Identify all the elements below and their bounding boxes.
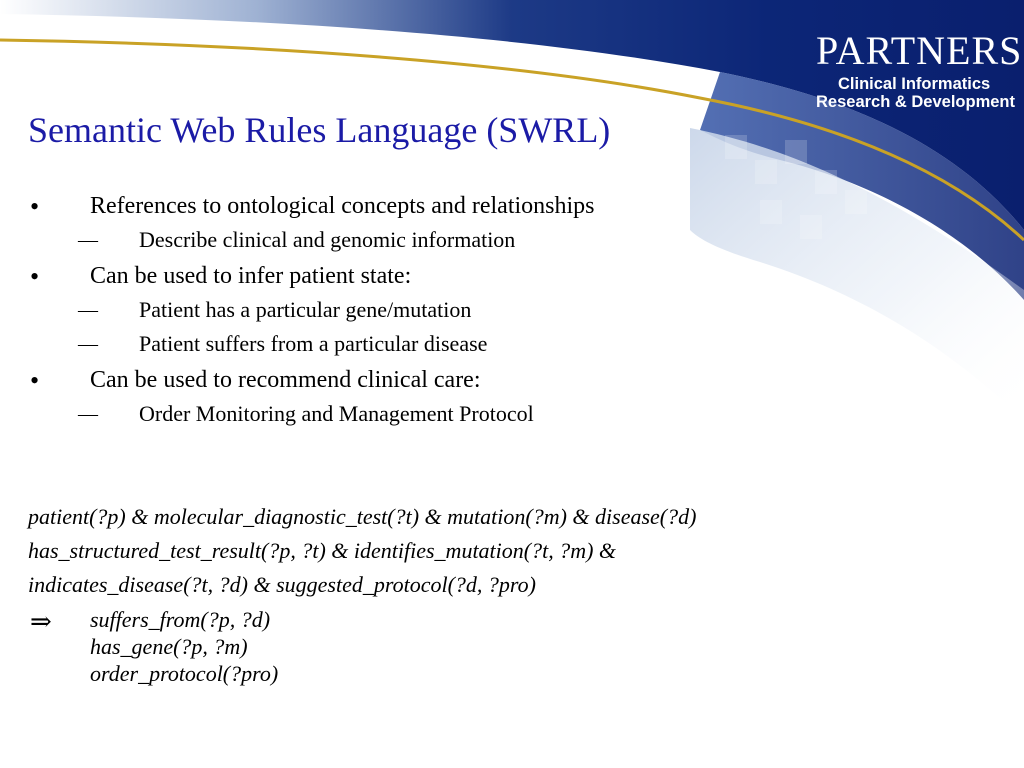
bullet-2-sub-2: Patient suffers from a particular disease: [139, 331, 488, 356]
partners-logo: [812, 26, 1023, 116]
implies-arrow-icon: ⇒: [30, 607, 52, 636]
bullet-1-text: References to ontological concepts and relationships: [90, 193, 595, 219]
bullet-1-sub-1: Describe clinical and genomic information: [139, 227, 516, 252]
rule-line-3: indicates_disease(?t, ?d) & suggested_protocol(?d, ?pro): [28, 572, 536, 597]
logo-subtitle-1: Clinical Informatics: [838, 75, 991, 93]
dash-symbol: —: [78, 333, 98, 355]
rule-line-1: patient(?p) & molecular_diagnostic_test(?t) & mutation(?m) & disease(?d): [28, 504, 697, 529]
consequent-1: suffers_from(?p, ?d): [90, 607, 271, 632]
bullet-symbol: •: [30, 192, 40, 221]
dash-symbol: —: [78, 403, 98, 425]
consequent-2: has_gene(?p, ?m): [90, 634, 248, 659]
bullet-2-text: Can be used to infer patient state:: [90, 263, 412, 289]
dash-symbol: —: [78, 299, 98, 321]
consequent-3: order_protocol(?pro): [90, 661, 279, 686]
dash-symbol: —: [78, 229, 98, 251]
bullet-3-sub-1: Order Monitoring and Management Protocol: [139, 401, 534, 426]
slide-title: Semantic Web Rules Language (SWRL): [28, 110, 611, 150]
bullet-3-text: Can be used to recommend clinical care:: [90, 367, 481, 393]
logo-subtitle-2: Research & Development: [816, 93, 1015, 111]
rule-line-2: has_structured_test_result(?p, ?t) & identifies_mutation(?t, ?m) &: [28, 538, 617, 563]
bullet-2-sub-1: Patient has a particular gene/mutation: [139, 297, 472, 322]
logo-wordmark: PARTNERS: [816, 28, 1023, 73]
bullet-symbol: •: [30, 366, 40, 395]
bullet-symbol: •: [30, 262, 40, 291]
